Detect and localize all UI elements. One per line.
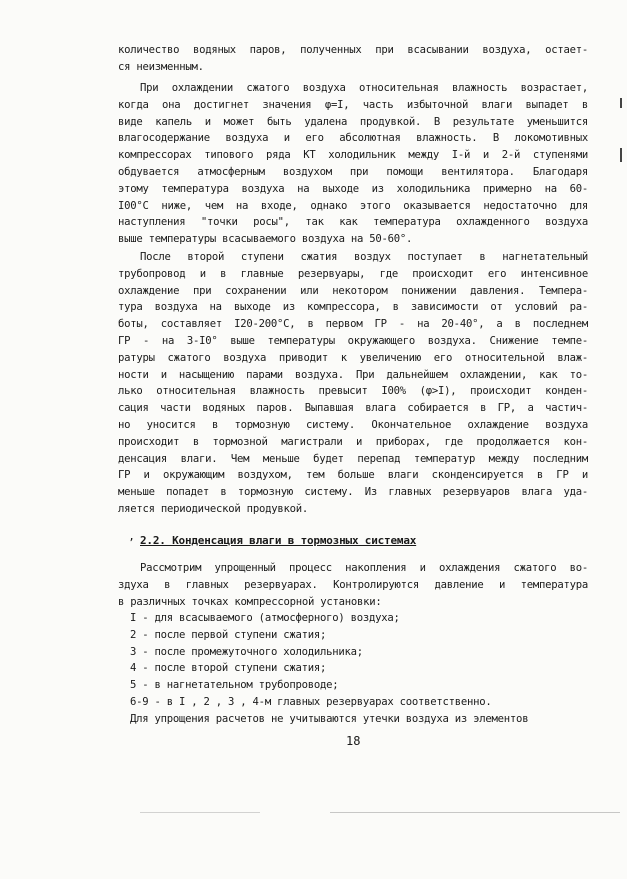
list-item: 4 - после второй ступени сжатия; [130, 662, 327, 675]
text-line: происходит в тормозной магистрали и приборах, где продолжается кон- [118, 435, 588, 448]
text-line: I00°С ниже, чем на входе, однако этого оказывается недостаточно для [118, 199, 588, 212]
list-item: 5 - в нагнетательном трубопроводе; [130, 679, 339, 692]
text-line: виде капель и может быть удалена продувкой. В результате уменьшится [118, 115, 588, 128]
scan-artifact [620, 98, 622, 108]
list-item: 2 - после первой ступени сжатия; [130, 628, 327, 641]
paragraph-2 [118, 80, 588, 248]
text-line: денсация влаги. Чем меньше будет перепад температур между последним [118, 452, 588, 465]
text-line: сация части водяных паров. Выпавшая влага собирается в ГР, а частич- [118, 402, 588, 415]
paragraph-4 [118, 560, 588, 610]
text-line: количество водяных паров, полученных при всасывании воздуха, остает- [118, 44, 588, 56]
text-line: боты, составляет I20-200°С, в первом ГР - на 20-40°, а в последнем [118, 318, 588, 331]
paragraph-5 [118, 711, 588, 728]
text-line: ГР и окружающим воздухом, тем больше влаги сконденсируется в ГР и [118, 469, 588, 482]
point-list [118, 610, 588, 711]
text-line: когда она достигнет значения φ=I, часть избыточной влаги выпадет в [118, 98, 588, 111]
text-line: но уносится в тормозную систему. Окончательное охлаждение воздуха [118, 418, 588, 431]
text-line: ся неизменным. [118, 60, 204, 73]
text-line: лько относительная влажность превысит I00% (φ>I), происходит конден- [118, 385, 588, 398]
text-line: наступления "точки росы", так как температура охлажденного воздуха [118, 216, 588, 229]
margin-tick-mark: ’ [128, 536, 135, 549]
text-line: выше температуры всасываемого воздуха на 50-60°. [118, 233, 413, 246]
text-line: обдувается атмосферным воздухом при помощи вентилятора. Благодаря [118, 165, 588, 178]
text-line: этому температура воздуха на выходе из холодильника примерно на 60- [118, 182, 588, 195]
text-line: ГР - на 3-I0° выше температуры окружающего воздуха. Снижение темпе- [118, 334, 588, 347]
scan-artifact [330, 812, 620, 813]
text-line: ратуры сжатого воздуха приводит к увеличению его относительной влаж- [118, 351, 588, 364]
paragraph-3 [118, 249, 588, 518]
list-item: I - для всасываемого (атмосферного) воздуха; [130, 612, 400, 624]
text-line: ности и насыщению парами воздуха. При дальнейшем охлаждении, как то- [118, 368, 588, 381]
text-line: Рассмотрим упрощенный процесс накопления и охлаждения сжатого во- [140, 562, 588, 574]
list-item: 6-9 - в I , 2 , 3 , 4-м главных резервуарах соответственно. [130, 695, 492, 708]
text-line: компрессорах типового ряда КТ холодильник между I-й и 2-й ступенями [118, 149, 588, 162]
paragraph-1 [118, 42, 588, 76]
list-item: 3 - после промежуточного холодильника; [130, 645, 363, 658]
text-line: При охлаждении сжатого воздуха относительная влажность возрастает, [140, 82, 588, 94]
scan-artifact [140, 812, 260, 813]
text-line: трубопровод и в главные резервуары, где происходит его интенсивное [118, 267, 588, 280]
text-line: После второй ступени сжатия воздух поступает в нагнетательный [140, 251, 588, 263]
section-heading: 2.2. Конденсация влаги в тормозных системах [140, 534, 417, 547]
text-line: в различных точках компрессорной установки: [118, 595, 382, 608]
text-line: меньше попадет в тормозную систему. Из главных резервуаров влага уда- [118, 486, 588, 499]
text-line: охлаждение при сохранении или некотором понижении давления. Темпера- [118, 284, 588, 297]
text-line: ляется периодической продувкой. [118, 502, 308, 515]
text-line: Для упрощения расчетов не учитываются утечки воздуха из элементов [130, 713, 529, 725]
page-number: 18 [346, 734, 361, 748]
text-line: тура воздуха на выходе из компрессора, в зависимости от условий ра- [118, 301, 588, 314]
scan-artifact [620, 148, 622, 162]
text-line: здуха в главных резервуарах. Контролируются давление и температура [118, 578, 588, 591]
text-line: влагосодержание воздуха и его абсолютная влажность. В локомотивных [118, 132, 588, 145]
